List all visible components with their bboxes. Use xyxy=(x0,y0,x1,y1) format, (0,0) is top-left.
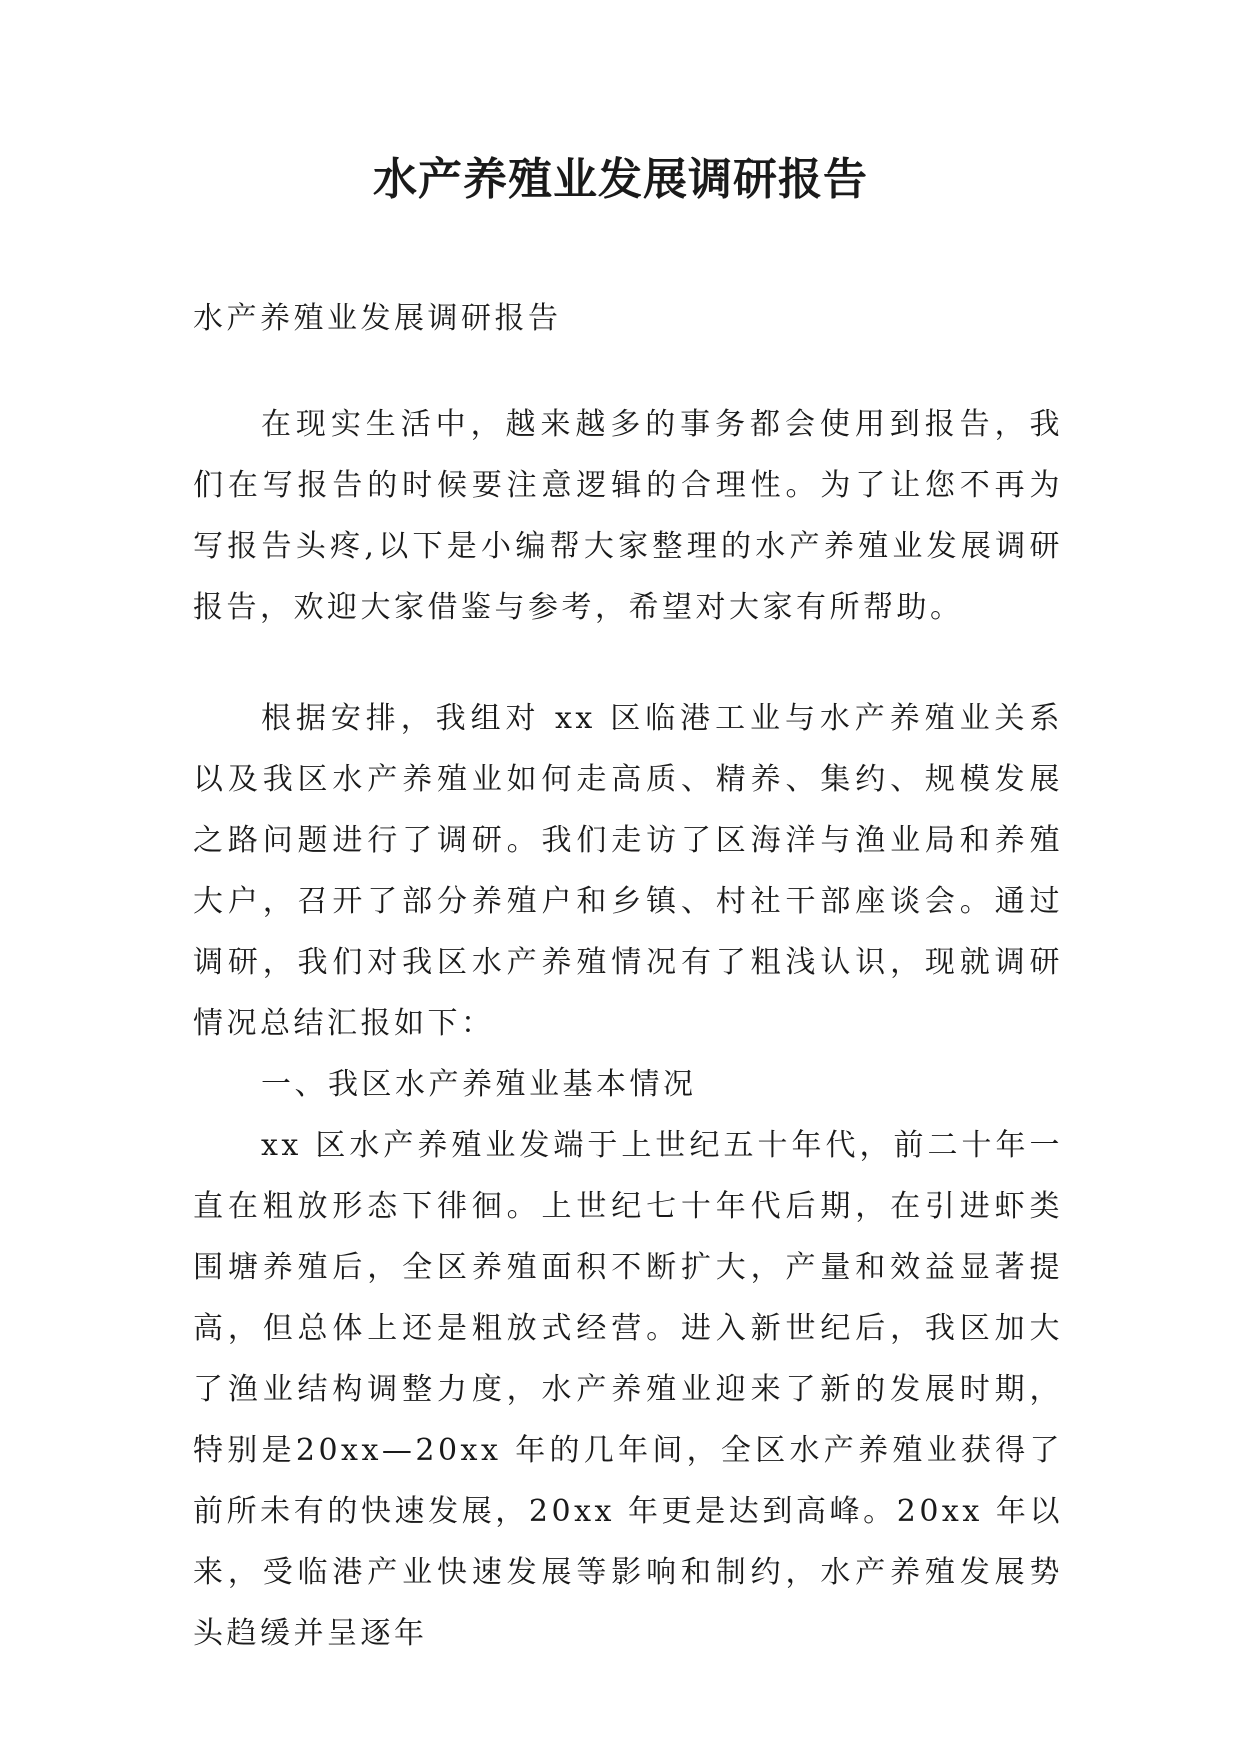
document-subtitle: 水产养殖业发展调研报告 xyxy=(193,301,562,336)
spacer xyxy=(193,349,1063,394)
document-title: 水产养殖业发展调研报告 xyxy=(373,154,868,205)
section-heading: 一、我区水产养殖业基本情况 xyxy=(261,1067,697,1102)
spacer xyxy=(193,638,1063,688)
document-body xyxy=(193,288,1063,1664)
body-paragraph: 根据安排，我组对 xx 区临港工业与水产养殖业关系以及我区水产养殖业如何走高质、精养、集约、规模发展之路问题进行了调研。我们走访了区海洋与渔业局和养殖大户，召开了部分养殖户和乡镇、村社干部座谈会。通过调研，我们对我区水产养殖情况有了粗浅认识，现就调研情况总结汇报如下： xyxy=(193,701,1063,1041)
intro-paragraph: 在现实生活中，越来越多的事务都会使用到报告，我们在写报告的时候要注意逻辑的合理性。为了让您不再为写报告头疼,以下是小编帮大家整理的水产养殖业发展调研报告，欢迎大家借鉴与参考，希望对大家有所帮助。 xyxy=(193,407,1063,625)
body-paragraph: xx 区水产养殖业发端于上世纪五十年代，前二十年一直在粗放形态下徘徊。上世纪七十年代后期，在引进虾类围塘养殖后，全区养殖面积不断扩大，产量和效益显著提高，但总体上还是粗放式经营。进入新世纪后，我区加大了渔业结构调整力度，水产养殖业迎来了新的发展时期，特别是20xx—20xx 年的几年间，全区水产养殖业获得了前所未有的快速发展，20xx 年更是达到高峰。20xx 年以来，受临港产业快速发展等影响和制约，水产养殖发展势头趋缓并呈逐年 xyxy=(193,1128,1063,1651)
